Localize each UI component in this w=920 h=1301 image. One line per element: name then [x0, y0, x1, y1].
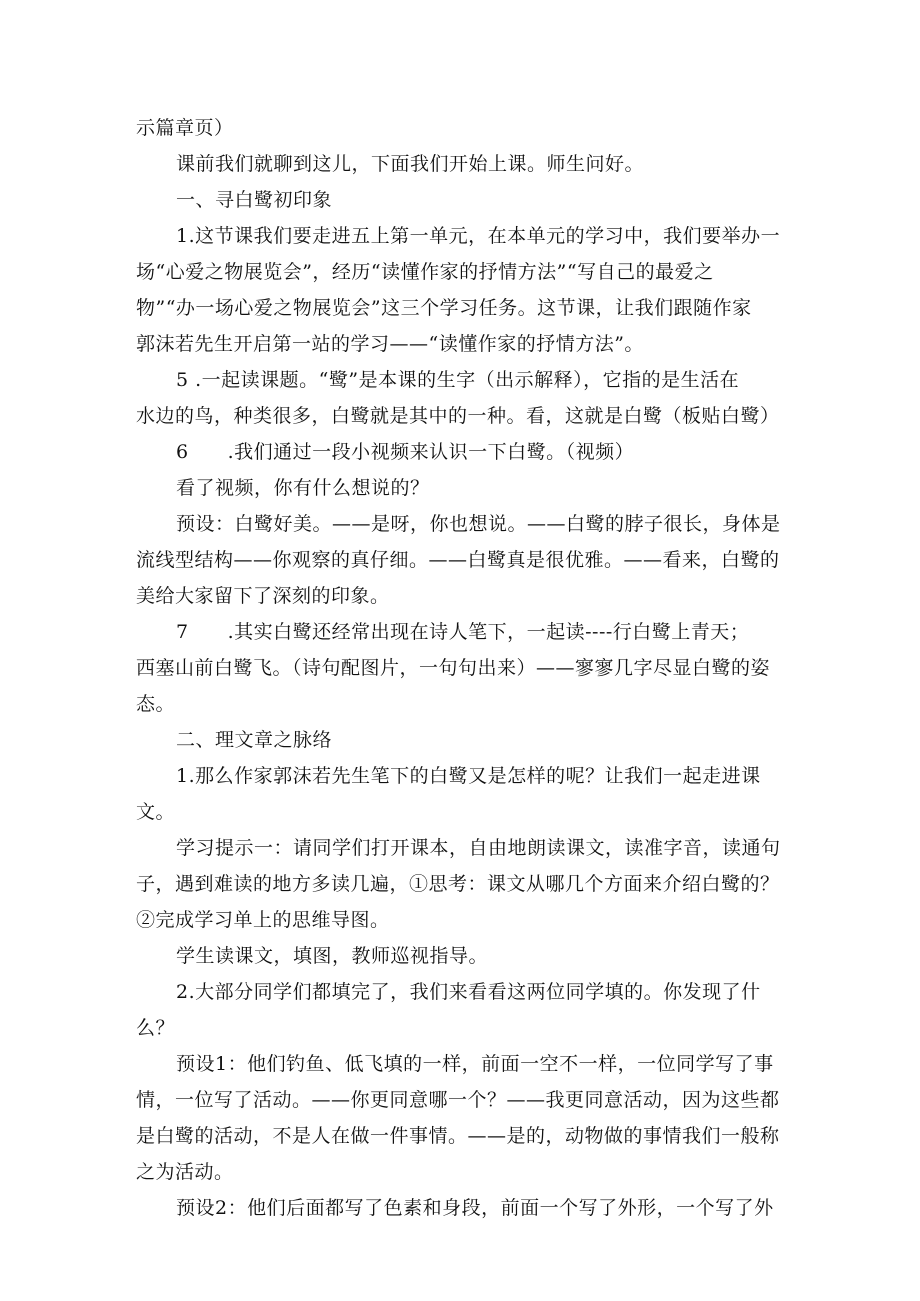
text-line: 水边的鸟，种类很多，白鹭就是其中的一种。看，这就是白鹭（板贴白鹭） [136, 405, 780, 427]
text-line: 郭沫若先生开启第一站的学习——“读懂作家的抒情方法”。 [136, 333, 644, 355]
text-line: 6 .我们通过一段小视频来认识一下白鹭。（视频） [176, 441, 635, 463]
text-line: 2.大部分同学们都填完了，我们来看看这两位同学填的。你发现了什 [176, 981, 761, 1003]
text-line: 之为活动。 [136, 1161, 234, 1183]
text-line: 5 .一起读课题。“鹭”是本课的生字（出示解释），它指的是生活在 [176, 369, 740, 391]
text-line: 场“心爱之物展览会”，经历“读懂作家的抒情方法”“写自己的最爱之 [136, 261, 714, 283]
text-line: 文。 [136, 801, 176, 823]
text-line: 态。 [136, 693, 176, 715]
text-line: 情，一位写了活动。——你更同意哪一个？——我更同意活动，因为这些都 [136, 1089, 780, 1111]
text-line: 课前我们就聊到这儿，下面我们开始上课。师生问好。 [176, 153, 645, 175]
text-line: 预设1：他们钓鱼、低飞填的一样，前面一空不一样，一位同学写了事 [176, 1053, 774, 1075]
text-line: 学习提示一：请同学们打开课本，自由地朗读课文，读准字音，读通句 [176, 837, 781, 859]
text-line: 么？ [136, 1017, 176, 1039]
text-line: ②完成学习单上的思维导图。 [136, 909, 390, 931]
text-line: 预设：白鹭好美。——是呀，你也想说。——白鹭的脖子很长，身体是 [176, 513, 781, 535]
text-line: 7 .其实白鹭还经常出现在诗人笔下，一起读----行白鹭上青天； [176, 621, 750, 643]
text-line: 流线型结构——你观察的真仔细。——白鹭真是很优雅。——看来，白鹭的 [136, 549, 780, 571]
text-line: 物”“办一场心爱之物展览会”这三个学习任务。这节课，让我们跟随作家 [136, 297, 752, 319]
text-line: 1.这节课我们要走进五上第一单元，在本单元的学习中，我们要举办一 [176, 225, 781, 247]
section-heading: 二、理文章之脉络 [176, 729, 333, 751]
text-line: 预设2：他们后面都写了色素和身段，前面一个写了外形，一个写了外 [176, 1197, 774, 1219]
text-line: 示篇章页） [136, 117, 234, 139]
text-line: 美给大家留下了深刻的印象。 [136, 585, 390, 607]
text-line: 子，遇到难读的地方多读几遍，①思考：课文从哪几个方面来介绍白鹭的？ [136, 873, 780, 895]
text-line: 西塞山前白鹭飞。（诗句配图片，一句句出来）——寥寥几字尽显白鹭的姿 [136, 657, 771, 679]
text-line: 1.那么作家郭沫若先生笔下的白鹭又是怎样的呢？让我们一起走进课 [176, 765, 761, 787]
section-heading: 一、寻白鹭初印象 [176, 189, 333, 211]
text-line: 是白鹭的活动，不是人在做一件事情。——是的，动物做的事情我们一般称 [136, 1125, 780, 1147]
text-line: 学生读课文，填图，教师巡视指导。 [176, 945, 489, 967]
text-line: 看了视频，你有什么想说的？ [176, 477, 430, 499]
